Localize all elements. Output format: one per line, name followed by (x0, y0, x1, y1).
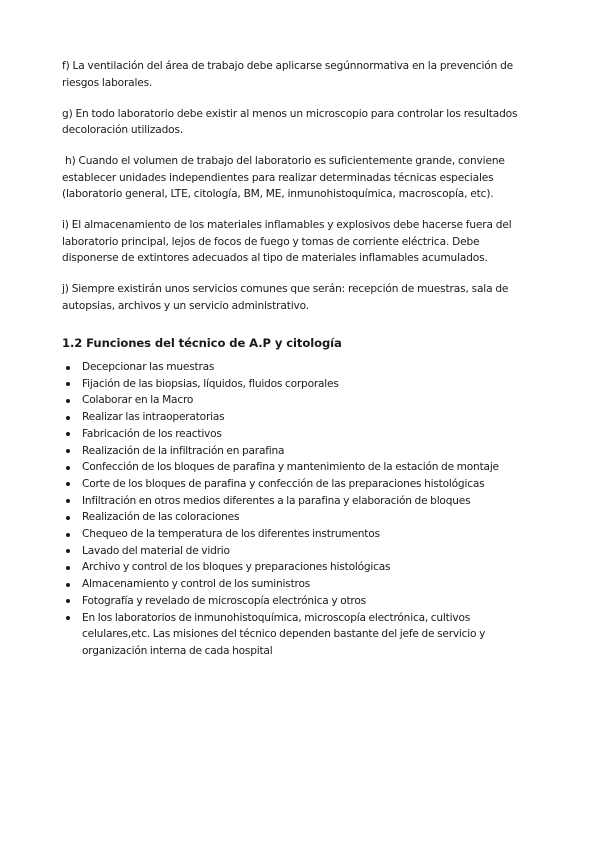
list-item-text: Realización de la infiltración en parafina (82, 444, 285, 457)
bullet-icon (66, 583, 70, 587)
list-item-text: Archivo y control de los bloques y preparaciones histológicas (82, 561, 391, 574)
bullet-icon (66, 549, 70, 553)
bullet-icon (66, 599, 70, 603)
list-item (62, 493, 530, 510)
list-item (62, 359, 530, 376)
bullet-icon (66, 466, 70, 470)
functions-list (62, 359, 530, 660)
list-item (62, 559, 530, 576)
bullet-icon (66, 449, 70, 453)
list-item (62, 376, 530, 393)
paragraph-j: j) Siempre existirán unos servicios comunes que serán: recepción de muestras, sala de autopsias, archivos y un servicio administrativo. (62, 283, 509, 312)
bullet-icon (66, 533, 70, 537)
list-item (62, 526, 530, 543)
bullet-icon (66, 382, 70, 386)
list-item-text: Fotografía y revelado de microscopía electrónica y otros (82, 594, 366, 607)
list-item-text: Infiltración en otros medios diferentes a la parafina y elaboración de bloques (82, 494, 471, 507)
list-item (62, 593, 530, 610)
bullet-icon (66, 399, 70, 403)
list-item-text: Colaborar en la Macro (82, 394, 194, 407)
list-item-text: En los laboratorios de inmunohistoquímica, microscopía electrónica, cultivos celulares,etc. Las misiones del técnico dependen bastante del jefe de servicio y organización interna de cada hospital (82, 611, 486, 657)
list-item-text: Chequeo de la temperatura de los diferentes instrumentos (82, 528, 380, 541)
bullet-icon (66, 416, 70, 420)
list-item (62, 443, 530, 460)
list-item (62, 409, 530, 426)
paragraph-f: f) La ventilación del área de trabajo debe aplicarse segúnnormativa en la prevención de riesgos laborales. (62, 60, 514, 89)
bullet-icon (66, 516, 70, 520)
bullet-icon (66, 432, 70, 436)
list-item-text: Confección de los bloques de parafina y mantenimiento de la estación de montaje (82, 461, 499, 474)
list-item-text: Fijación de las biopsias, líquidos, fluidos corporales (82, 377, 339, 390)
list-item-text: Corte de los bloques de parafina y confección de las preparaciones histológicas (82, 477, 485, 490)
bullet-icon (66, 616, 70, 620)
list-item (62, 476, 530, 493)
bullet-icon (66, 566, 70, 570)
list-item (62, 610, 530, 660)
list-item-text: Decepcionar las muestras (82, 361, 215, 373)
bullet-icon (66, 482, 70, 486)
list-item-text: Almacenamiento y control de los suministros (82, 578, 311, 591)
list-item (62, 426, 530, 443)
section-heading: 1.2 Funciones del técnico de A.P y citología (62, 336, 342, 350)
paragraph-g: g) En todo laboratorio debe existir al menos un microscopio para controlar los resultados decoloración utilizados. (62, 107, 518, 136)
paragraph-h: h) Cuando el volumen de trabajo del laboratorio es suficientemente grande, conviene establecer unidades independientes para realizar determinadas técnicas especiales (laboratorio general, LTE, citología, BM, ME, inmunohistoquímica, macroscopía, etc). (62, 155, 505, 200)
list-item-text: Lavado del material de vidrio (82, 544, 230, 557)
list-item (62, 392, 530, 409)
list-item (62, 459, 530, 476)
bullet-icon (66, 499, 70, 503)
document-page (62, 58, 530, 660)
list-item (62, 509, 530, 526)
list-item-text: Realizar las intraoperatorias (82, 411, 225, 424)
list-item (62, 576, 530, 593)
list-item (62, 543, 530, 560)
list-item-text: Realización de las coloraciones (82, 511, 240, 524)
paragraph-i: i) El almacenamiento de los materiales inflamables y explosivos debe hacerse fuera del laboratorio principal, lejos de focos de fuego y tomas de corriente eléctrica. Debe disponerse de extintores adecuados al tipo de materiales inflamables acumulados. (62, 219, 512, 264)
list-item-text: Fabricación de los reactivos (82, 427, 222, 440)
bullet-icon (66, 366, 70, 370)
